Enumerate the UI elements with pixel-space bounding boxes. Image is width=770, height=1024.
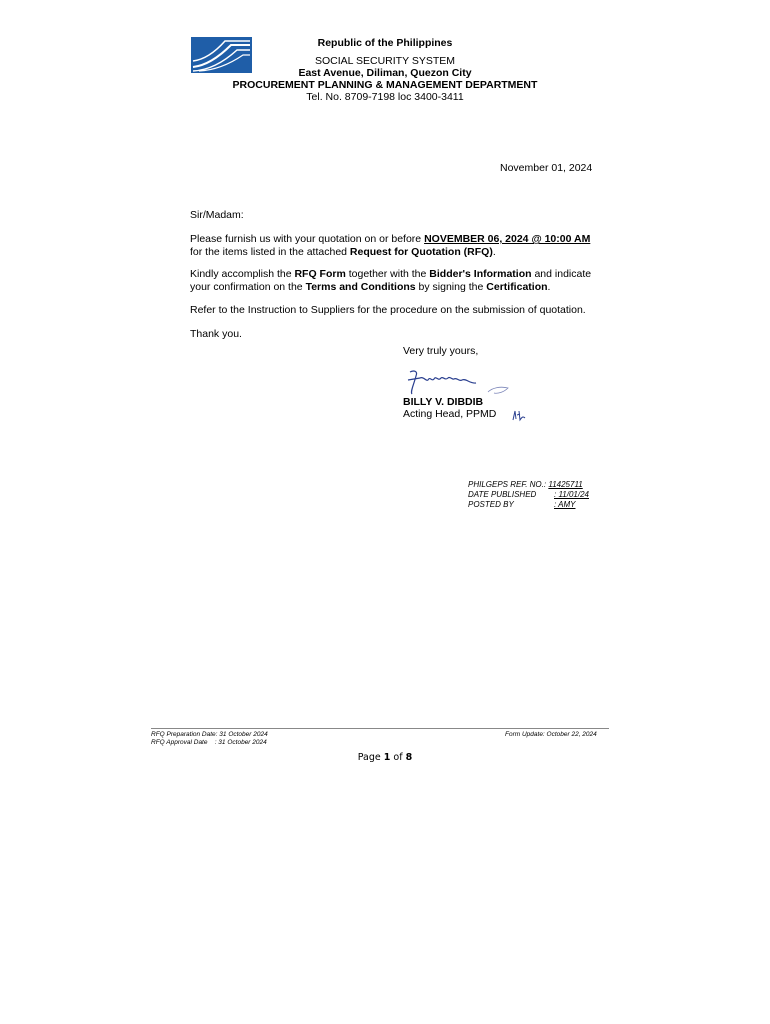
footer-divider bbox=[151, 728, 609, 729]
paragraph-deadline: Please furnish us with your quotation on or before NOVEMBER 06, 2024 @ 10:00 AM for the items listed in the attached Request for Quotation (RFQ). bbox=[190, 233, 591, 258]
closing: Very truly yours, bbox=[403, 345, 479, 357]
letter-date: November 01, 2024 bbox=[500, 162, 593, 174]
header-address: East Avenue, Diliman, Quezon City bbox=[298, 67, 472, 79]
philgeps-ref: PHILGEPS REF. NO.: 11425711 bbox=[468, 480, 583, 489]
signatory-position: Acting Head, PPMD bbox=[403, 408, 497, 420]
rfq-preparation-date: RFQ Preparation Date: 31 October 2024 bbox=[151, 731, 268, 738]
page-number: Page 1 of 8 bbox=[357, 752, 413, 763]
thank-you: Thank you. bbox=[190, 328, 242, 340]
header-agency: SOCIAL SECURITY SYSTEM bbox=[314, 55, 456, 67]
initials-icon bbox=[511, 408, 527, 422]
paragraph-instructions: Kindly accomplish the RFQ Form together with the Bidder's Information and indicate your confirmation on the Terms and Conditions by signing the Certification. bbox=[190, 268, 592, 293]
paragraph-refer: Refer to the Instruction to Suppliers for the procedure on the submission of quotation. bbox=[190, 304, 586, 316]
salutation: Sir/Madam: bbox=[190, 209, 244, 221]
header-republic: Republic of the Philippines bbox=[317, 37, 453, 49]
rfq-approval-date: RFQ Approval Date : 31 October 2024 bbox=[151, 739, 267, 746]
signature-icon bbox=[404, 366, 514, 396]
header-department: PROCUREMENT PLANNING & MANAGEMENT DEPARTMENT bbox=[232, 79, 538, 91]
form-update: Form Update: October 22, 2024 bbox=[505, 731, 597, 738]
signatory-name: BILLY V. DIBDIB bbox=[403, 396, 484, 408]
deadline: NOVEMBER 06, 2024 @ 10:00 AM bbox=[424, 233, 591, 245]
header-telephone: Tel. No. 8709-7198 loc 3400-3411 bbox=[306, 91, 464, 103]
date-published: DATE PUBLISHED : 11/01/24 bbox=[468, 490, 589, 499]
posted-by: POSTED BY : AMY bbox=[468, 500, 576, 509]
